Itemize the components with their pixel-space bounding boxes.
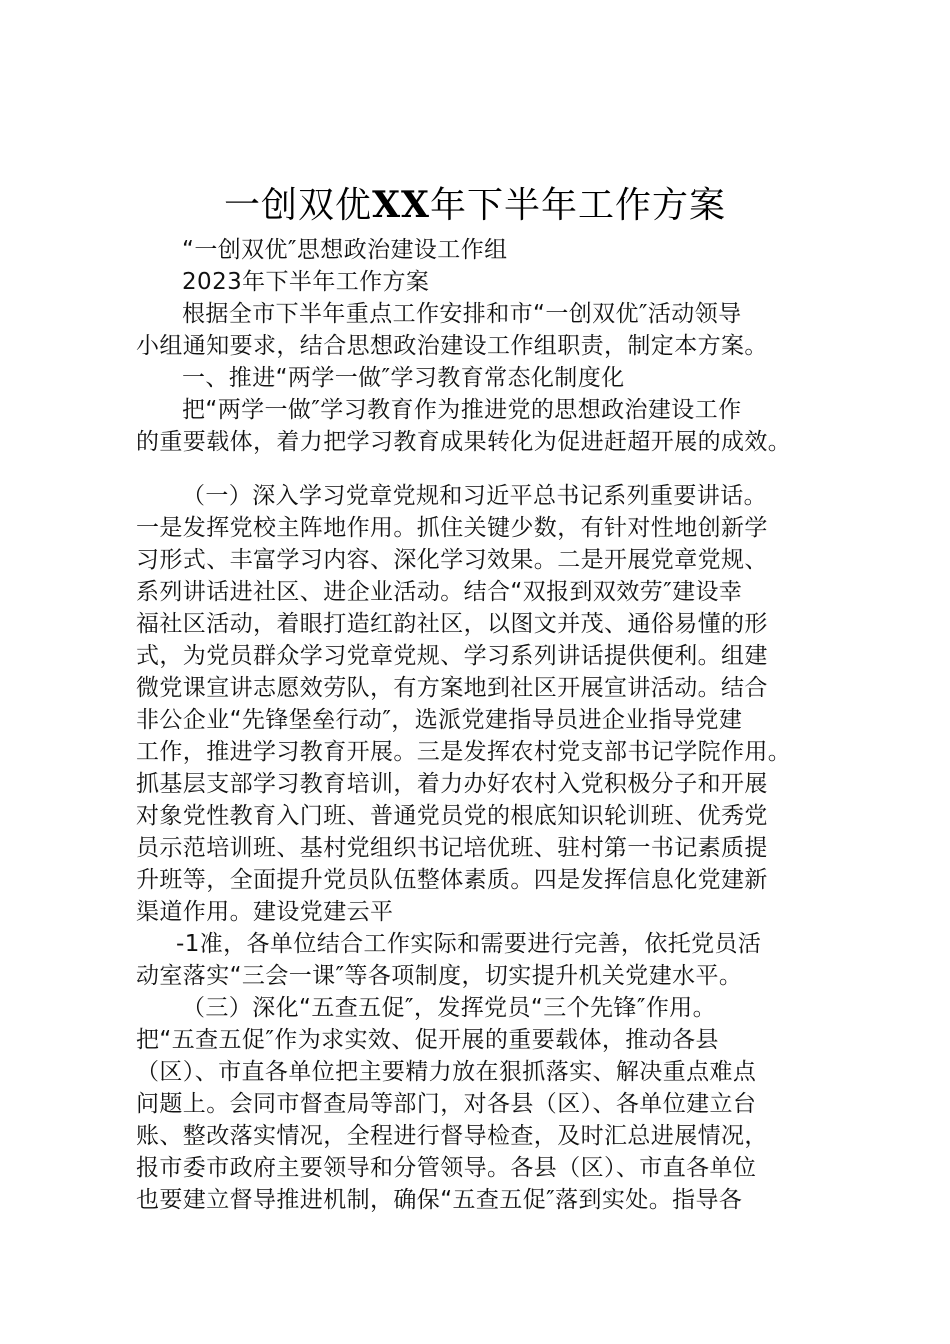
text-line: 动室落实“三会一课″等各项制度，切实提升机关党建水平。 bbox=[136, 963, 743, 989]
text-line: 习形式、丰富学习内容、深化学习效果。二是开展党章党规、 bbox=[136, 547, 768, 573]
text-line: 式，为党员群众学习党章党规、学习系列讲话提供便利。组建 bbox=[136, 643, 768, 669]
text-line: 系列讲话进社区、进企业活动。结合“双报到双效劳″建设幸 bbox=[136, 579, 743, 605]
title-suffix: 年下半年工作方案 bbox=[429, 185, 726, 226]
text-line: 一是发挥党校主阵地作用。抓住关键少数，有针对性地创新学 bbox=[136, 515, 768, 541]
text-line: 升班等，全面提升党员队伍整体素质。四是发挥信息化党建新 bbox=[136, 867, 768, 893]
text-line: 福社区活动，着眼打造红韵社区，以图文并茂、通俗易懂的形 bbox=[136, 611, 768, 637]
text-line: 非公企业“先锋堡垒行动″，选派党建指导员进企业指导党建 bbox=[136, 707, 743, 733]
subsection-heading: （一）深入学习党章党规和习近平总书记系列重要讲话。 bbox=[182, 483, 767, 509]
text-line: （区）、市直各单位把主要精力放在狠抓落实、解决重点难点 bbox=[136, 1059, 757, 1085]
text-line: 根据全市下半年重点工作安排和市“一创双优″活动领导 bbox=[182, 301, 742, 327]
text-line: 2023年下半年工作方案 bbox=[182, 269, 430, 295]
document-body bbox=[136, 234, 826, 1216]
paragraph-gap bbox=[136, 458, 826, 480]
title-xx: XX bbox=[372, 184, 430, 226]
text-line: 问题上。会同市督查局等部门，对各县（区）、各单位建立台 bbox=[136, 1091, 757, 1117]
text-line: 工作，推进学习教育开展。三是发挥农村党支部书记学院作用。 bbox=[136, 739, 792, 765]
text-line: 员示范培训班、基村党组织书记培优班、驻村第一书记素质提 bbox=[136, 835, 768, 861]
text-line: 抓基层支部学习教育培训，着力办好农村入党积极分子和开展 bbox=[136, 771, 768, 797]
text-line: 的重要载体，着力把学习教育成果转化为促进赶超开展的成效。 bbox=[136, 429, 792, 455]
document-title bbox=[0, 180, 950, 231]
text-line: 把“两学一做″学习教育作为推进党的思想政治建设工作 bbox=[182, 397, 742, 423]
subsection-heading: （三）深化“五查五促″，发挥党员“三个先锋″作用。 bbox=[182, 995, 717, 1021]
text-line: 小组通知要求，结合思想政治建设工作组职责，制定本方案。 bbox=[136, 333, 768, 359]
text-line: “一创双优″思想政治建设工作组 bbox=[182, 237, 508, 263]
text-line: 渠道作用。建设党建云平 bbox=[136, 899, 394, 925]
section-heading: 一、推进“两学一做″学习教育常态化制度化 bbox=[182, 365, 625, 391]
text-line: 报市委市政府主要领导和分管领导。各县（区）、市直各单位 bbox=[136, 1155, 757, 1181]
text-line: 对象党性教育入门班、普通党员党的根底知识轮训班、优秀党 bbox=[136, 803, 768, 829]
title-prefix: 一创双优 bbox=[224, 185, 373, 226]
text-line: 也要建立督导推进机制，确保“五查五促″落到实处。指导各 bbox=[136, 1187, 743, 1213]
text-line: 账、整改落实情况，全程进行督导检查，及时汇总进展情况， bbox=[136, 1123, 768, 1149]
text-line: 微党课宣讲志愿效劳队，有方案地到社区开展宣讲活动。结合 bbox=[136, 675, 768, 701]
text-line: 把“五查五促″作为求实效、促开展的重要载体，推动各县 bbox=[136, 1027, 719, 1053]
text-line: -1准，各单位结合工作实际和需要进行完善，依托党员活 bbox=[176, 931, 762, 957]
